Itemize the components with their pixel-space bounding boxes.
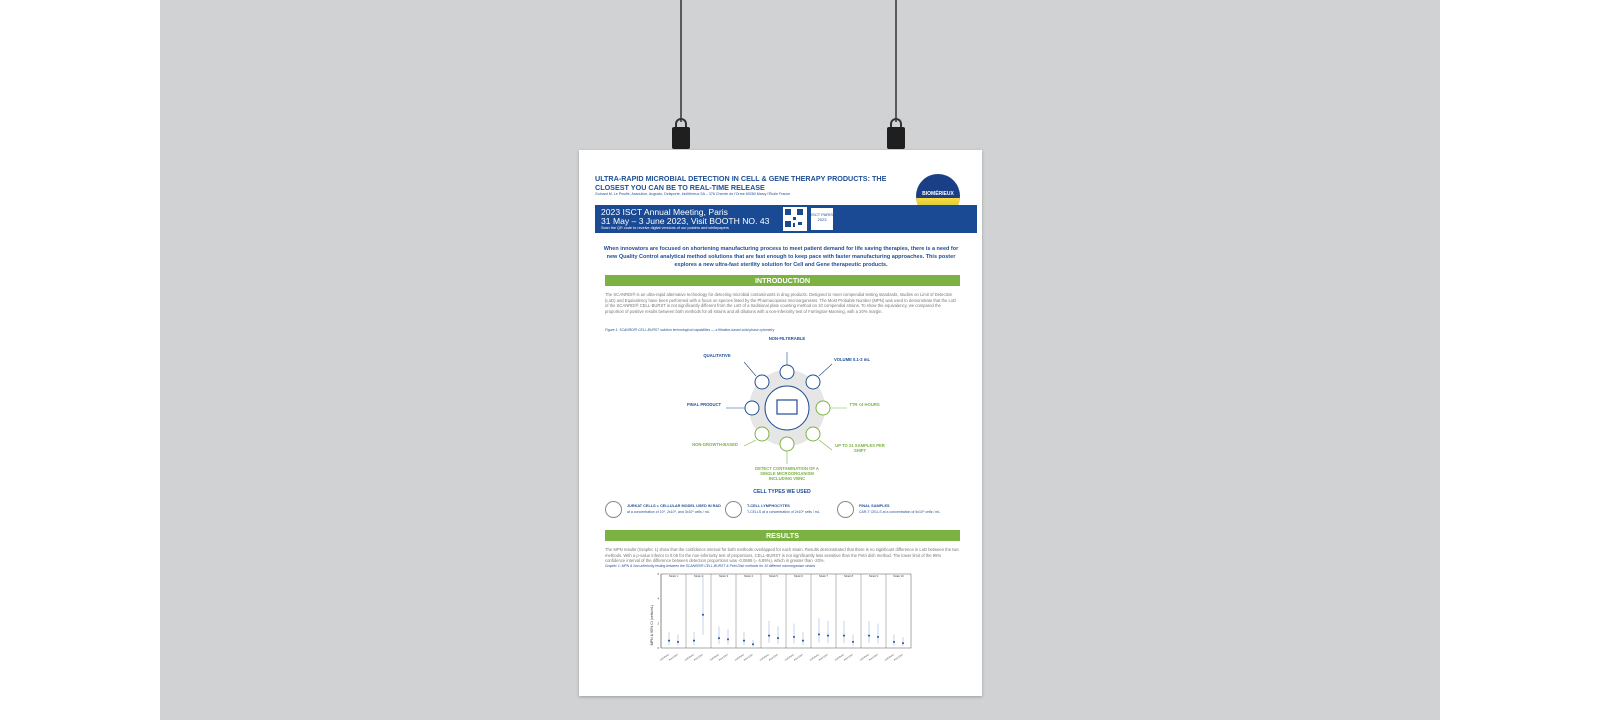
data-point <box>693 640 695 642</box>
y-tick-label: 2 <box>657 621 659 626</box>
hanging-wire-right <box>895 0 897 122</box>
cell-type-desc: at a concentration of 10⁵, 2x10⁵, and 3x10⁵ cells / mL <box>627 510 710 514</box>
cell-type-jurkat <box>605 501 725 521</box>
data-point <box>702 614 704 616</box>
figure1-caption: Figure 1: SCANRDI® CELL-BURST solution technological capabilities — a filtration-based solid phase cytometry <box>605 328 775 332</box>
label-final-product: FINAL PRODUCT <box>686 402 722 407</box>
banner-dates: 31 May – 3 June 2023, Visit BOOTH NO. 43 <box>601 216 770 226</box>
data-point <box>752 643 754 645</box>
cell-type-name: FINAL SAMPLES <box>859 504 890 508</box>
y-tick-label: 0 <box>657 646 659 650</box>
data-point <box>893 641 895 643</box>
banner-scan-note: Scan the QR code to receive digital versions of our posters and whitepapers <box>601 226 729 230</box>
x-tick-label: Cell-Burst <box>884 653 895 662</box>
data-point <box>818 633 820 635</box>
intro-statement: When innovators are focused on shortening manufacturing process to meet patient demand for life saving therapies, there is a need for new Quality Control analytical method solutions that are fast enough to keep pace with faster manufacturing approaches. This poster explores a new ultra-fast sterility solution for Cell and Gene therapeutic products. <box>603 246 959 268</box>
results-paragraph: The MPN results (Graphic 1) show that the confidence interval for both methods overlapped for each strain. Results demonstrated that there is no significant difference in LoD between the two methods. With a p-value inferior to 0.05 for the non-inferiority test of proportions, CELL-BURST is not significantly less sensitive than the Petri dish method. The lower limit of the 95% confidence interval of the difference between detection proportions was -0.0689 (= 6.89%), which is greater than -20%. <box>605 547 959 564</box>
binder-clip-right <box>887 118 905 150</box>
banner-event: 2023 ISCT Annual Meeting, Paris <box>601 207 728 217</box>
data-point <box>843 635 845 637</box>
logo-text: BIOMÉRIEUX <box>922 191 954 197</box>
panel-header: Strain 8 <box>844 575 853 578</box>
x-tick-label: Cell-Burst <box>834 653 845 662</box>
label-non-growth: NON-GROWTH-BASED <box>692 442 738 447</box>
introduction-paragraph: The SCANRDI® is an ultra-rapid alternative technology for detecting microbial contaminants in drug products. Designed to meet compendial testing standards, studies on Limit of Detection (LoD) and Equivalency have been performed with a focus on species listed by the Pharmacopeias microorganisms. The Most Probable Number (MPN) was used to demonstrate that the LoD of the SCANRDI® CELL-BURST is not significantly different from the LoD of a traditional plate counting method on 10 compendial strains. To show the equivalency, we compared the proportion of positive results between both methods for all strains and all dilutions with a non-inferiority test of Farrington-Manning, with a 20% margin. <box>605 292 957 315</box>
poster-authors: Guinard M, Le Pioufle, Assouline, Augusto, Delaporte, bioMérieux SA – 376 Chemin de l'Orme 69280 Marcy l'Étoile France <box>595 192 791 196</box>
tcell-icon <box>725 501 742 518</box>
x-tick-label: Cell-Burst <box>784 653 795 662</box>
panel-header: Strain 5 <box>769 575 778 578</box>
mpn-chart-svg <box>649 570 919 670</box>
x-tick-label: Petri Dish <box>893 653 904 662</box>
x-tick-label: Cell-Burst <box>809 653 820 662</box>
graphic1-caption: Graphic 1: MPN & Non-inferiority testing between the SCANRDI® CELL-BURST & Petri Dish methods for 10 different microorganism strains <box>605 564 816 568</box>
data-point <box>718 637 720 639</box>
x-tick-label: Petri Dish <box>843 653 854 662</box>
data-point <box>793 636 795 638</box>
data-point <box>768 635 770 637</box>
x-tick-label: Cell-Burst <box>709 653 720 662</box>
cell-type-desc: CAR-T CELLS at a concentration of 5x10⁵ cells / mL <box>859 510 941 514</box>
panel-header: Strain 2 <box>694 575 703 578</box>
cell-type-name: T-CELL LYMPHOCYTES <box>747 504 790 508</box>
panel-header: Strain 10 <box>893 575 904 578</box>
label-samples: UP TO 21 SAMPLES PER SHIFT <box>835 443 885 453</box>
label-detect: DETECT CONTAMINATION OF A SINGLE MICROORGANISM INCLUDING VBNC <box>755 466 819 481</box>
event-banner <box>595 205 977 233</box>
results-heading: RESULTS <box>605 530 960 541</box>
cell-type-name: JURKAT CELLS = CELLULAR MODEL USED IN R&D <box>627 504 721 508</box>
capability-wheel <box>682 336 892 486</box>
x-tick-label: Petri Dish <box>668 653 679 662</box>
x-tick-label: Petri Dish <box>743 653 754 662</box>
jurkat-cell-icon <box>605 501 622 518</box>
x-tick-label: Petri Dish <box>768 653 779 662</box>
data-point <box>677 641 679 643</box>
data-point <box>743 640 745 642</box>
x-tick-label: Petri Dish <box>718 653 729 662</box>
cell-types-title: CELL TYPES WE USED <box>753 489 811 495</box>
panel-header: Strain 4 <box>744 575 753 578</box>
x-tick-label: Petri Dish <box>693 653 704 662</box>
panel-header: Strain 7 <box>819 575 828 578</box>
x-tick-label: Cell-Burst <box>859 653 870 662</box>
y-tick-label: 6 <box>657 572 659 576</box>
cell-type-final <box>837 501 957 521</box>
x-tick-label: Cell-Burst <box>734 653 745 662</box>
data-point <box>802 640 804 642</box>
x-tick-label: Petri Dish <box>868 653 879 662</box>
panel-header: Strain 9 <box>869 575 878 578</box>
binder-clip-left <box>672 118 690 150</box>
data-point <box>668 640 670 642</box>
data-point <box>777 637 779 639</box>
chart-ylabel: MPN & 95% CI (cells/mL) <box>650 604 654 646</box>
final-sample-icon <box>837 501 854 518</box>
hanging-wire-left <box>680 0 682 122</box>
x-tick-label: Cell-Burst <box>759 653 770 662</box>
isct-badge: ISCT PARIS 2023 <box>811 208 833 230</box>
poster <box>579 150 982 696</box>
y-tick-label: 4 <box>657 596 659 601</box>
cell-type-desc: T-CELLS at a concentration of 2x10⁵ cells / mL <box>747 510 820 514</box>
cell-type-tcell <box>725 501 845 521</box>
label-ttr: TTR <4 HOURS <box>849 402 880 407</box>
poster-title: ULTRA-RAPID MICROBIAL DETECTION IN CELL & GENE THERAPY PRODUCTS: THE CLOSEST YOU CAN BE TO REAL-TIME RELEASE <box>595 174 887 192</box>
panel-header: Strain 6 <box>794 575 803 578</box>
x-tick-label: Cell-Burst <box>684 653 695 662</box>
panel-header: Strain 1 <box>669 575 678 578</box>
data-point <box>852 641 854 643</box>
label-volume: VOLUME 0.1-2 mL <box>833 357 871 362</box>
label-non-filterable: NON-FILTERABLE <box>768 336 806 341</box>
panel-header: Strain 3 <box>719 575 728 578</box>
introduction-heading: INTRODUCTION <box>605 275 960 286</box>
mpn-chart <box>649 570 919 670</box>
x-tick-label: Cell-Burst <box>659 653 670 662</box>
data-point <box>827 635 829 637</box>
data-point <box>727 638 729 640</box>
data-point <box>877 636 879 638</box>
data-point <box>868 635 870 637</box>
x-tick-label: Petri Dish <box>818 653 829 662</box>
qr-code-icon <box>783 207 807 231</box>
x-tick-label: Petri Dish <box>793 653 804 662</box>
data-point <box>902 642 904 644</box>
label-qualitative: QUALITATIVE <box>703 353 731 358</box>
